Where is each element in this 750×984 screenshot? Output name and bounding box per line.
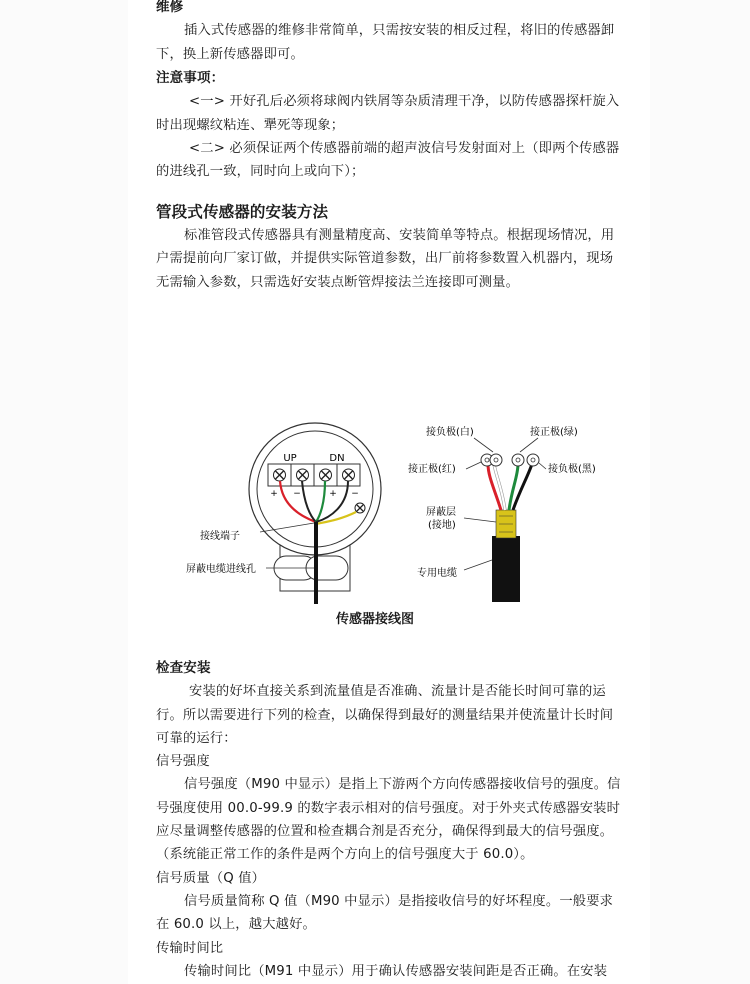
label-up: UP xyxy=(283,453,297,464)
signal-strength-title: 信号强度 xyxy=(156,754,210,770)
transit-title: 传输时间比 xyxy=(156,940,224,956)
label-minus-1: − xyxy=(293,489,301,499)
signal-strength-text: 信号强度（M90 中显示）是指上下游两个方向传感器接收信号的强度。信号强度使用 00.0-99.9 的数字表示相对的信号强度。对于外夹式传感器安装时应尽量调整传感器的位置和检查耦合剂是否充分，确保得到最大的信号强度。（系统能正常工作的条件是两个方向上的信号强度大于 60.0）。 xyxy=(156,777,621,863)
signal-quality-text: 信号质量简称 Q 值（M90 中显示）是指接收信号的好坏程度。一般要求在 60.0 以上，越大越好。 xyxy=(156,893,614,933)
repair-section xyxy=(156,0,626,66)
cable-end-illustration xyxy=(408,425,596,602)
page-margin-left xyxy=(0,0,128,984)
label-terminal: 接线端子 xyxy=(200,531,240,542)
notes-item-1: <一> 开好孔后必须将球阀内铁屑等杂质清理干净，以防传感器探杆旋入时出现螺纹粘连、犟死等现象； xyxy=(156,94,620,133)
label-plus-2: + xyxy=(329,489,337,499)
check-intro: 安装的好坏直接关系到流量值是否准确、流量计是否能长时间可靠的运行。所以需要进行下列的检查，以确保得到最好的测量结果并使流量计长时间可靠的运行： xyxy=(156,684,614,746)
label-minus-2: − xyxy=(351,489,359,499)
repair-heading: 维修 xyxy=(156,0,184,15)
label-cable: 专用电缆 xyxy=(417,568,457,579)
notes-section xyxy=(156,67,626,183)
sensor-housing-illustration xyxy=(186,423,381,604)
wiring-diagram xyxy=(170,418,600,610)
label-pos-red: 接正极(红) xyxy=(408,464,456,475)
notes-heading: 注意事项： xyxy=(156,70,225,86)
label-pos-green: 接正极(绿) xyxy=(530,427,578,438)
signal-quality-title: 信号质量（Q 值） xyxy=(156,870,266,886)
label-cable-hole: 屏蔽电缆进线孔 xyxy=(186,564,256,575)
repair-text: 插入式传感器的维修非常简单，只需按安装的相反过程，将旧的传感器卸下，换上新传感器即可。 xyxy=(156,23,615,62)
label-neg-black: 接负极(黑) xyxy=(548,464,596,475)
label-neg-white: 接负极(白) xyxy=(426,427,474,438)
label-ground: (接地) xyxy=(428,520,456,531)
pipe-section-text: 标准管段式传感器具有测量精度高、安装简单等特点。根据现场情况，用户需提前向厂家订做，并提供实际管道参数，出厂前将参数置入机器内，现场无需输入参数，只需选好安装点断管焊接法兰连接即可测量。 xyxy=(156,228,615,290)
check-heading: 检查安装 xyxy=(156,660,211,676)
label-dn: DN xyxy=(329,453,345,464)
check-section xyxy=(156,657,626,983)
pipe-section-heading: 管段式传感器的安装方法 xyxy=(156,203,329,221)
transit-text: 传输时间比（M91 中显示）用于确认传感器安装间距是否正确。在安装 xyxy=(184,963,608,979)
pipe-section xyxy=(156,200,626,294)
figure-caption: 传感器接线图 xyxy=(335,612,414,627)
label-shield: 屏蔽层 xyxy=(426,507,456,518)
notes-item-2: <二> 必须保证两个传感器前端的超声波信号发射面对上（即两个传感器的进线孔一致，同时向上或向下）； xyxy=(156,140,620,180)
page-margin-right xyxy=(650,0,750,984)
label-plus-1: + xyxy=(270,489,278,499)
